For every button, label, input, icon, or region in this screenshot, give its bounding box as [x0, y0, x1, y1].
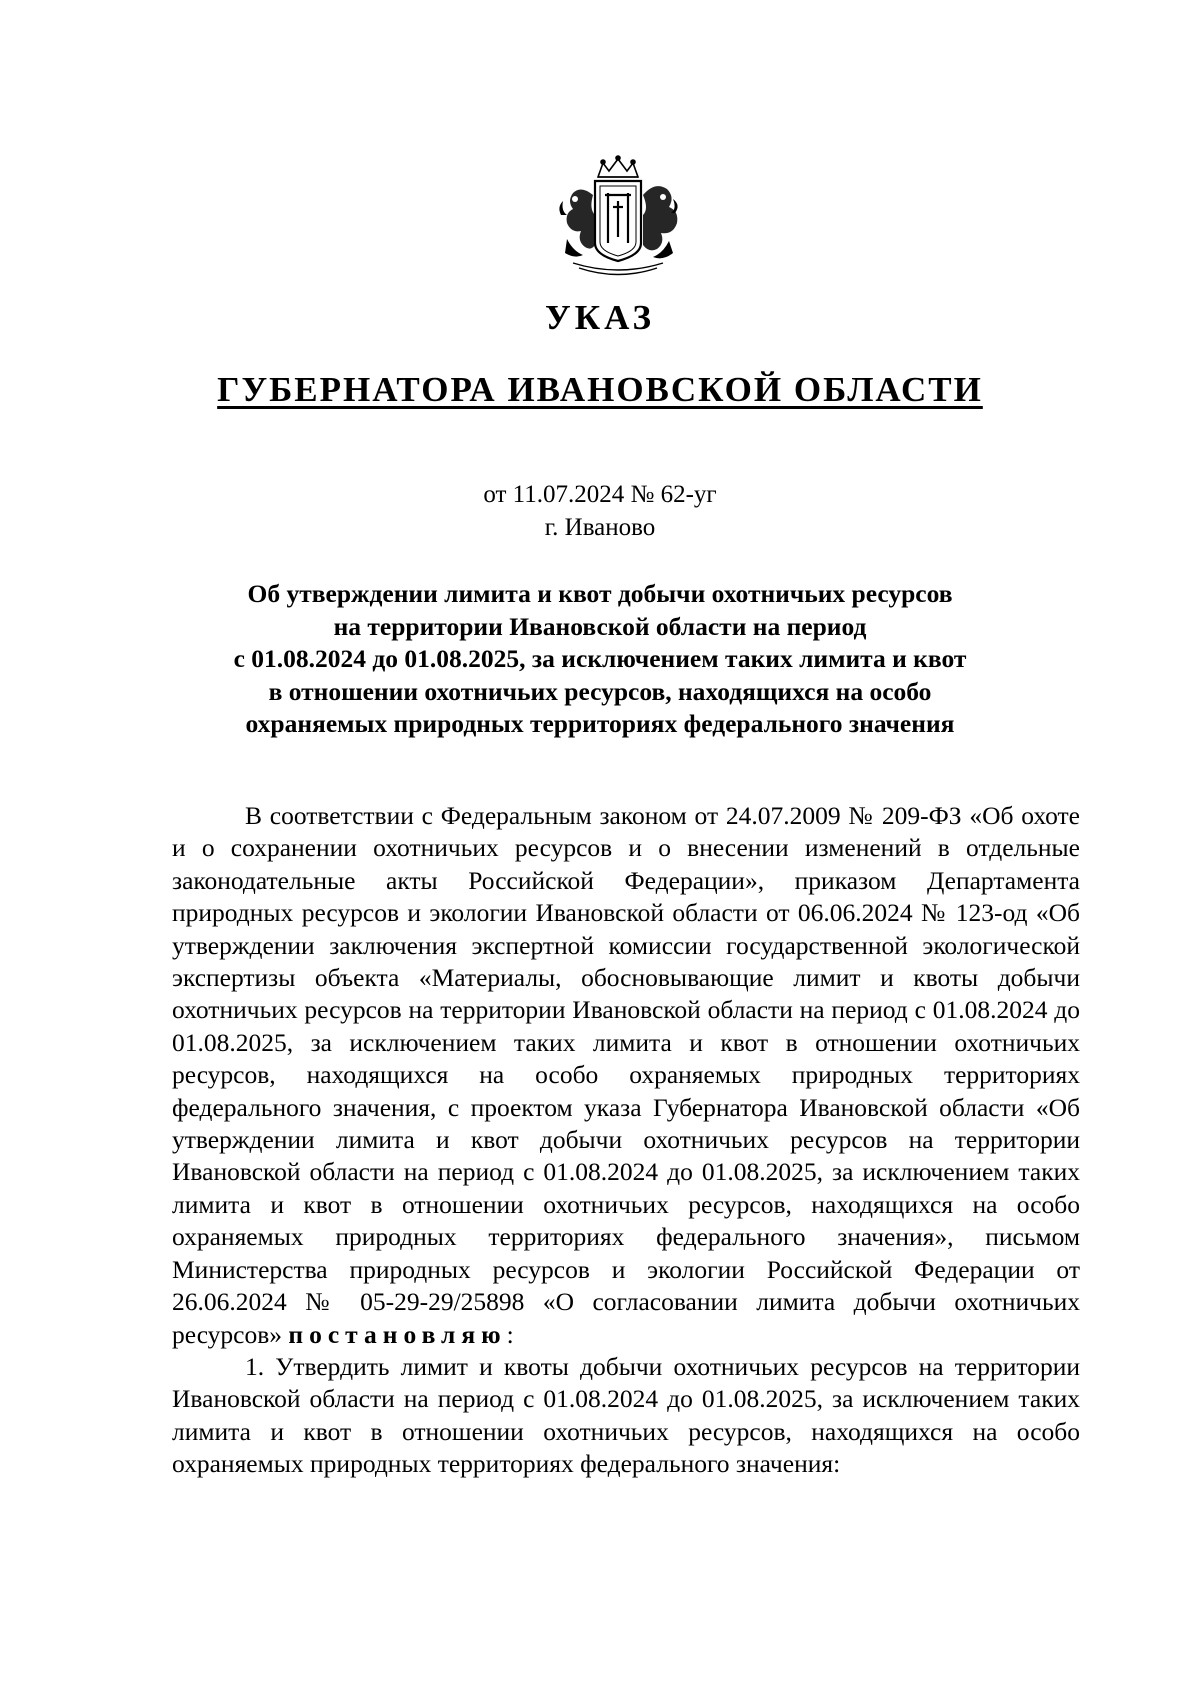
title-line: в отношении охотничьих ресурсов, находящихся на особо: [268, 676, 932, 706]
issuing-authority-text: ГУБЕРНАТОРА ИВАНОВСКОЙ ОБЛАСТИ: [217, 370, 983, 409]
item-1-paragraph: 1. Утвердить лимит и квоты добычи охотничьих ресурсов на территории Ивановской области на период с 01.08.2024 до 01.08.2025, за исключением таких лимита и квот в отношении охотничьих ресурсов, находящихся на особо охраняемых природных территориях федерального значения:: [172, 1351, 1080, 1479]
decree-word: постановляю: [288, 1319, 507, 1349]
preamble-paragraph: [172, 800, 1080, 1351]
title-line: на территории Ивановской области на период: [333, 611, 867, 641]
document-type: УКАЗ: [545, 298, 655, 337]
document-title: [172, 578, 1028, 741]
city: г. Иваново: [544, 514, 656, 541]
title-line: с 01.08.2024 до 01.08.2025, за исключением таких лимита и квот: [233, 644, 967, 673]
coat-of-arms-icon: [553, 155, 683, 280]
title-line: охраняемых природных территориях федерального значения: [245, 709, 955, 738]
issuing-authority: [0, 368, 1200, 412]
document-meta: [0, 478, 1200, 544]
decree-colon: :: [506, 1319, 514, 1349]
title-line: Об утверждении лимита и квот добычи охотничьих ресурсов: [247, 579, 953, 608]
preamble-text: В соответствии с Федеральным законом от 24.07.2009 № 209-ФЗ «Об охоте и о сохранении охотничьих ресурсов и о внесении изменений в отдельные законодательные акты Российской Федерации», приказом Департамента природных ресурсов и экологии Ивановской области от 06.06.2024 № 123-од «Об утверждении заключения экспертной комиссии государственной экологической экспертизы объекта «Материалы, обосновывающие лимит и квоты добычи охотничьих ресурсов на территории Ивановской области на период с 01.08.2024 до 01.08.2025, за исключением таких лимита и квот в отношении охотничьих ресурсов, находящихся на особо охраняемых природных территориях федерального значения, с проектом указа Губернатора Ивановской области «Об утверждении лимита и квот добычи охотничьих ресурсов на территории Ивановской области на период с 01.08.2024 до 01.08.2025, за исключением таких лимита и квот в отношении охотничьих ресурсов, находящихся на особо охраняемых природных территориях федерального значения», письмом Министерства природных ресурсов и экологии Российской Федерации от 26.06.2024 № 05-29-29/25898 «О согласовании лимита добычи охотничьих ресурсов»: [172, 801, 1080, 1349]
date-number: от 11.07.2024 № 62-уг: [483, 481, 717, 508]
document-body: [172, 800, 1080, 1481]
